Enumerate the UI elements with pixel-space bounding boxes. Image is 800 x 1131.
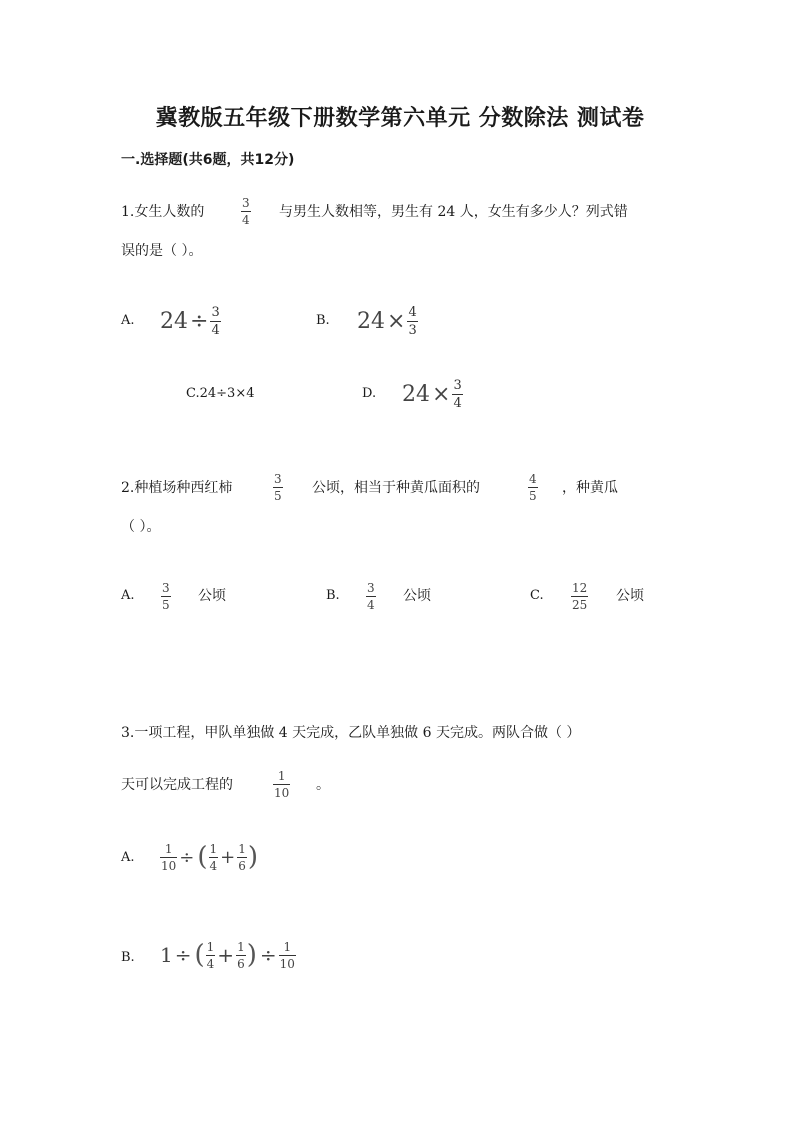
q1-text-a: 1.女生人数的	[121, 204, 205, 220]
q3-text-a: 3.一项工程，甲队单独做 4 天完成，乙队单独做 6 天完成。两队合做（ ）	[121, 725, 581, 741]
q1-option-b-label[interactable]: B.	[316, 313, 330, 328]
q3-option-a-expr[interactable]: $\frac{1}{10}$ ÷ ( $\frac{1}{4}$ + $\frac{1}{6}$ )	[161, 841, 259, 873]
section-header: 一.选择题(共6题，共12分)	[121, 152, 295, 168]
q3-option-a-label[interactable]: A.	[121, 850, 135, 865]
q2-fraction-1: $\frac{3}{5}$	[274, 472, 282, 503]
q1-option-d-expr[interactable]: 24 × $\frac{3}{4}$	[402, 378, 462, 411]
q2-option-c-fraction[interactable]: $\frac{12}{25}$	[572, 581, 588, 612]
q3-text-c: 。	[316, 777, 330, 793]
q1-text-c: 误的是（ ）。	[121, 243, 203, 259]
q3-text-b: 天可以完成工程的	[121, 777, 233, 793]
page-title: 冀教版五年级下册数学第六单元 分数除法 测试卷	[155, 106, 645, 131]
q1-option-a-expr[interactable]: 24 ÷ $\frac{3}{4}$	[160, 305, 220, 338]
q2-option-b-fraction[interactable]: $\frac{3}{4}$	[367, 581, 375, 612]
q1-option-c[interactable]: C.24÷3×4	[186, 386, 255, 401]
q2-option-a-label[interactable]: A.	[121, 588, 135, 603]
q1-text-b: 与男生人数相等，男生有 24 人，女生有多少人？列式错	[279, 204, 628, 220]
q1-fraction: $\frac{3}{4}$	[242, 196, 250, 227]
q1-option-a-label[interactable]: A.	[121, 313, 135, 328]
q3-option-b-label[interactable]: B.	[121, 950, 135, 965]
q2-option-b-label[interactable]: B.	[326, 588, 340, 603]
q2-option-b-unit: 公顷	[403, 588, 431, 604]
q3-fraction: $\frac{1}{10}$	[274, 769, 290, 800]
q1-option-d-label[interactable]: D.	[362, 386, 377, 401]
q2-text-a: 2.种植场种西红柿	[121, 480, 233, 496]
q1-option-b-expr[interactable]: 24 × $\frac{4}{3}$	[357, 305, 417, 338]
q2-option-a-fraction[interactable]: $\frac{3}{5}$	[162, 581, 170, 612]
q2-text-c: ，种黄瓜	[562, 480, 618, 496]
q2-option-c-unit: 公顷	[616, 588, 644, 604]
q2-fraction-2: $\frac{4}{5}$	[529, 472, 537, 503]
q2-text-b: 公顷，相当于种黄瓜面积的	[312, 480, 480, 496]
q2-text-d: （ ）。	[121, 519, 161, 535]
q3-option-b-expr[interactable]: 1 ÷ ( $\frac{1}{4}$ + $\frac{1}{6}$ ) ÷ $\frac{1}{10}$	[160, 939, 295, 971]
q2-option-c-label[interactable]: C.	[530, 588, 544, 603]
q2-option-a-unit: 公顷	[198, 588, 226, 604]
